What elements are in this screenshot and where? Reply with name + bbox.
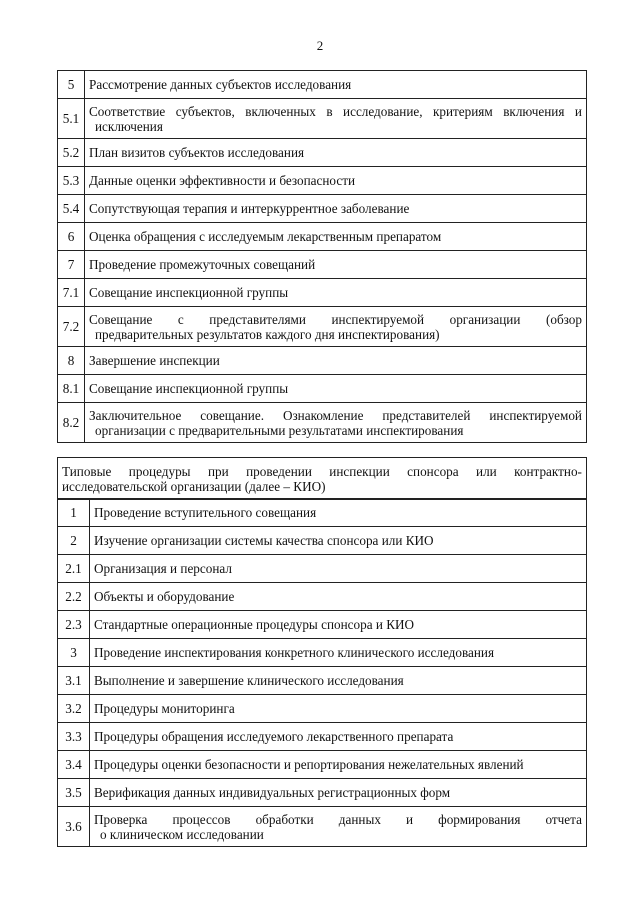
row-number: 3.2 [58, 695, 90, 723]
row-number: 3.3 [58, 723, 90, 751]
row-number: 3.4 [58, 751, 90, 779]
row-text [90, 555, 587, 583]
table-row [58, 99, 587, 139]
row-number: 5 [58, 71, 85, 99]
row-text [90, 695, 587, 723]
row-number: 5.3 [58, 167, 85, 195]
row-text-line1: Процедуры мониторинга [94, 701, 235, 716]
row-text-line1: Данные оценки эффективности и безопасности [89, 173, 356, 188]
row-text-line1: Изучение организации системы качества спонсора или КИО [94, 533, 434, 548]
row-text-line2: организации с предварительными результатами инспектирования [95, 422, 464, 438]
row-text [90, 583, 587, 611]
table-row [58, 527, 587, 555]
row-text [90, 639, 587, 667]
table-row [58, 167, 587, 195]
row-number: 8.2 [58, 403, 85, 443]
table-row [58, 639, 587, 667]
row-text-line1: Стандартные операционные процедуры спонсора и КИО [94, 617, 415, 632]
row-text [90, 499, 587, 527]
row-text [85, 403, 587, 443]
row-number: 3.5 [58, 779, 90, 807]
row-number: 7 [58, 251, 85, 279]
row-text [85, 251, 587, 279]
table-row [58, 807, 587, 847]
row-text-line1: Проведение вступительного совещания [94, 505, 317, 520]
row-text-line1: План визитов субъектов исследования [89, 145, 305, 160]
table-row [58, 251, 587, 279]
table-row [58, 499, 587, 527]
row-text [85, 167, 587, 195]
row-text-line2: предварительных результатов каждого дня инспектирования) [95, 326, 440, 342]
row-text-line1: Проверка процессов обработки данных и формирования отчета [94, 811, 582, 827]
row-text [90, 779, 587, 807]
table-row [58, 347, 587, 375]
row-text [90, 667, 587, 695]
row-number: 7.1 [58, 279, 85, 307]
section-header-line1: Типовые процедуры при проведении инспекции спонсора или контрактно- [62, 463, 582, 479]
table-row [58, 667, 587, 695]
table-row [58, 307, 587, 347]
row-text-line2: исключения [95, 118, 163, 134]
table-row [58, 195, 587, 223]
row-number: 2.2 [58, 583, 90, 611]
procedures-table-2 [57, 498, 587, 847]
row-text [90, 527, 587, 555]
procedures-table-1 [57, 70, 587, 443]
table-row [58, 779, 587, 807]
row-text-line1: Проведение промежуточных совещаний [89, 257, 316, 272]
table-row [58, 139, 587, 167]
row-text-line1: Объекты и оборудование [94, 589, 235, 604]
row-text-line1: Совещание инспекционной группы [89, 285, 289, 300]
row-text-line1: Процедуры оценки безопасности и репортирования нежелательных явлений [94, 757, 524, 772]
table-row [58, 695, 587, 723]
table-row [58, 223, 587, 251]
row-text-line1: Процедуры обращения исследуемого лекарственного препарата [94, 729, 454, 744]
section-header [58, 458, 587, 500]
row-number: 2.1 [58, 555, 90, 583]
row-text [85, 375, 587, 403]
row-number: 2 [58, 527, 90, 555]
row-number: 5.2 [58, 139, 85, 167]
row-text-line1: Соответствие субъектов, включенных в исследование, критериям включения и [89, 103, 582, 119]
row-text [85, 71, 587, 99]
row-text-line1: Оценка обращения с исследуемым лекарственным препаратом [89, 229, 442, 244]
row-number: 8 [58, 347, 85, 375]
row-text-line1: Завершение инспекции [89, 353, 220, 368]
table-row [58, 555, 587, 583]
row-text-line1: Сопутствующая терапия и интеркуррентное заболевание [89, 201, 410, 216]
table-row [58, 279, 587, 307]
section-header-table [57, 457, 587, 500]
table-row [58, 723, 587, 751]
row-number: 3.6 [58, 807, 90, 847]
row-number: 5.1 [58, 99, 85, 139]
row-number: 3 [58, 639, 90, 667]
row-text [85, 195, 587, 223]
row-text-line1: Верификация данных индивидуальных регистрационных форм [94, 785, 451, 800]
row-number: 3.1 [58, 667, 90, 695]
row-number: 1 [58, 499, 90, 527]
row-text [90, 723, 587, 751]
section-header-line2: исследовательской организации (далее – КИО) [62, 478, 326, 494]
row-text-line1: Совещание с представителями инспектируемой организации (обзор [89, 311, 582, 327]
row-text [85, 139, 587, 167]
row-number: 6 [58, 223, 85, 251]
table-row [58, 375, 587, 403]
row-number: 2.3 [58, 611, 90, 639]
row-text [90, 807, 587, 847]
row-text-line1: Заключительное совещание. Ознакомление представителей инспектируемой [89, 407, 582, 423]
table-row [58, 71, 587, 99]
row-text [90, 611, 587, 639]
row-text-line1: Рассмотрение данных субъектов исследования [89, 77, 352, 92]
row-text [90, 751, 587, 779]
row-text [85, 99, 587, 139]
row-text [85, 279, 587, 307]
row-text [85, 307, 587, 347]
row-text-line1: Проведение инспектирования конкретного клинического исследования [94, 645, 495, 660]
row-text-line1: Выполнение и завершение клинического исследования [94, 673, 404, 688]
table-row [58, 611, 587, 639]
row-text [85, 223, 587, 251]
row-text [85, 347, 587, 375]
row-text-line1: Организация и персонал [94, 561, 232, 576]
row-number: 8.1 [58, 375, 85, 403]
table-row [58, 751, 587, 779]
row-text-line1: Совещание инспекционной группы [89, 381, 289, 396]
row-text-line2: о клиническом исследовании [100, 826, 264, 842]
table-row [58, 583, 587, 611]
row-number: 7.2 [58, 307, 85, 347]
page-number: 2 [316, 38, 324, 53]
table-row [58, 403, 587, 443]
row-number: 5.4 [58, 195, 85, 223]
